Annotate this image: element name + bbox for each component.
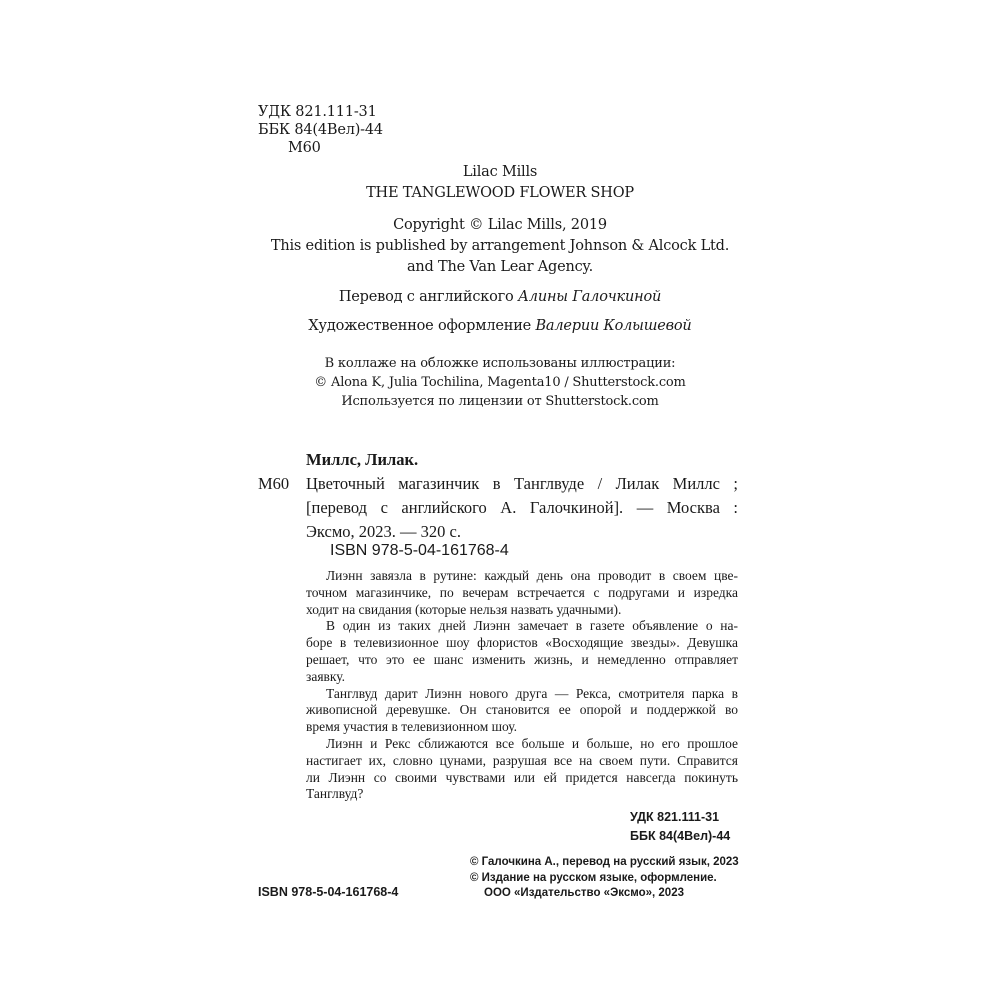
copyright-notices [470, 855, 739, 902]
bbk-code-top: ББК 84(4Вел)-44 [258, 122, 383, 138]
original-title: THE TANGLEWOOD FLOWER SHOP [366, 185, 634, 201]
abstract-line: точном магазинчике, по вечерам встречается с подругами и изредка [306, 584, 738, 600]
bbk-code-bottom: ББК 84(4Вел)-44 [630, 829, 731, 843]
rights-notice [250, 215, 750, 278]
abstract-line: Лиэнн и Рекс сближаются все больше и больше, но его прошлое [326, 735, 738, 751]
illustration-line-3: Используется по лицензии от Shutterstock.com [341, 394, 659, 409]
abstract-line: ходит на свидания (которые нельзя назвать удачными). [306, 601, 622, 617]
bib-heading: Миллс, Лилак. [306, 450, 419, 469]
translation-credit [250, 287, 750, 308]
abstract-line: решает, что это ее шанс изменить жизнь, и немедленно отправляет [306, 651, 738, 667]
illustration-credits [250, 354, 750, 411]
illustration-line-1: В коллаже на обложке использованы иллюстрации: [324, 356, 676, 371]
bib-record [306, 472, 738, 544]
original-edition [250, 162, 750, 204]
abstract-line: Танглвуд? [306, 786, 364, 802]
translator-name: Алины Галочкиной [518, 289, 662, 305]
isbn-bottom: ISBN 978-5-04-161768-4 [258, 885, 399, 899]
abstract-line: Лиэнн завязла в рутине: каждый день она проводит в своем цве- [326, 568, 738, 583]
bib-line-3: Эксмо, 2023. — 320 с. [306, 522, 461, 541]
abstract [306, 568, 738, 803]
bib-author-mark: М60 [258, 474, 290, 493]
abstract-line: время участия в телевизионном шоу. [306, 719, 518, 735]
bib-line-1: Цветочный магазинчик в Танглвуде / Лилак Миллс ; [306, 474, 738, 493]
abstract-line: заявку. [306, 668, 346, 684]
author-mark-top: М60 [288, 140, 321, 156]
isbn-record: ISBN 978-5-04-161768-4 [330, 542, 509, 559]
copyright-edition: © Издание на русском языке, оформление. [470, 871, 717, 884]
design-label: Художественное оформление [308, 318, 532, 334]
designer-name: Валерии Колышевой [535, 318, 692, 334]
translation-label: Перевод с английского [338, 289, 514, 305]
design-credit [250, 316, 750, 337]
bib-line-2: [перевод с английского А. Галочкиной]. — Москва : [306, 498, 738, 517]
udk-code-top: УДК 821.111-31 [258, 104, 377, 120]
catalog-codes-bottom [630, 808, 730, 846]
abstract-line: настигает их, словно цунами, разрушая все на своем пути. Справится [306, 752, 738, 768]
rights-agency: and The Van Lear Agency. [406, 259, 594, 275]
copyright-publisher: ООО «Издательство «Эксмо», 2023 [484, 887, 684, 899]
abstract-line: Танглвуд дарит Лиэнн нового друга — Рекса, смотрителя парка в [326, 685, 738, 701]
abstract-line: В один из таких дней Лиэнн замечает в газете объявление о на- [326, 618, 738, 634]
rights-arrangement: This edition is published by arrangement Johnson & Alcock Ltd. [270, 238, 730, 254]
copyright-translation: © Галочкина А., перевод на русский язык, 2023 [470, 856, 739, 868]
udk-code-bottom: УДК 821.111-31 [630, 810, 720, 824]
abstract-line: живописной деревушке. Он становится ее опорой и поддержкой во [306, 702, 738, 718]
illustration-line-2: © Alona K, Julia Tochilina, Magenta10 / Shutterstock.com [314, 375, 686, 390]
original-author: Lilac Mills [462, 164, 538, 180]
rights-copyright: Copyright © Lilac Mills, 2019 [393, 217, 607, 233]
abstract-line: ли Лиэнн со своими чувствами или ей придется навсегда покинуть [306, 769, 738, 785]
abstract-line: боре в телевизионное шоу флористов «Восходящие звезды». Девушка [306, 635, 738, 651]
